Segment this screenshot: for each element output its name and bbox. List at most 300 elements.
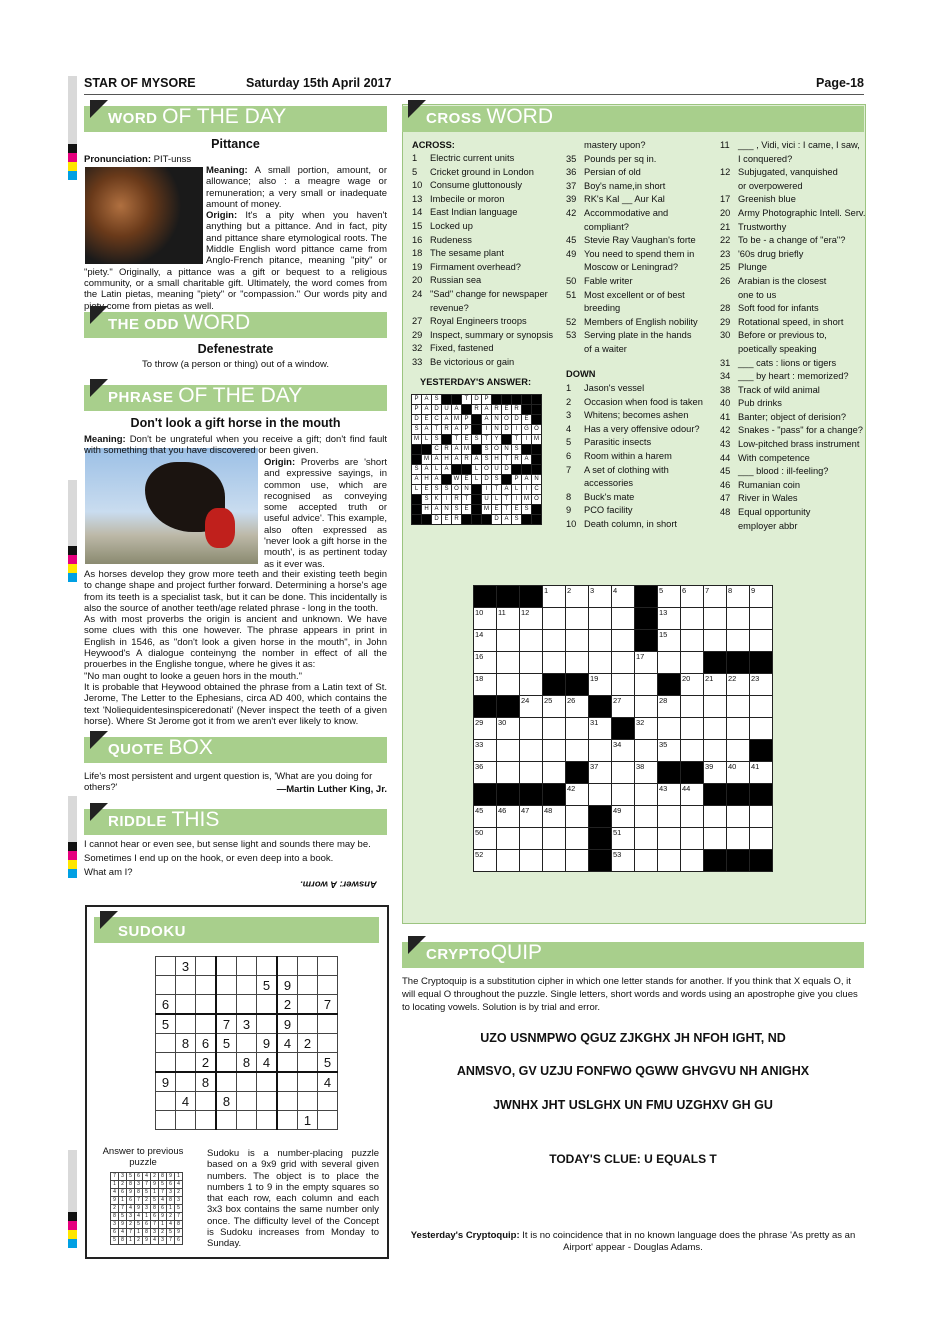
crossword-cell[interactable] — [681, 784, 704, 806]
crossword-cell[interactable] — [727, 762, 750, 784]
crossword-cell[interactable] — [566, 586, 589, 608]
sudoku-cell[interactable] — [257, 1072, 278, 1092]
sudoku-answer-cell: 2 — [143, 1197, 151, 1205]
crossword-cell[interactable] — [681, 828, 704, 850]
crossword-cell[interactable] — [612, 696, 635, 718]
sudoku-cell[interactable]: 4 — [257, 1053, 278, 1073]
yesterday-label: YESTERDAY'S ANSWER: — [420, 377, 532, 387]
sudoku-cell[interactable] — [318, 957, 338, 976]
crossword-cell[interactable] — [727, 696, 750, 718]
sudoku-cell[interactable] — [277, 1072, 298, 1092]
sudoku-cell[interactable] — [176, 1014, 196, 1034]
crossword-cell[interactable] — [727, 806, 750, 828]
crossword-cell[interactable] — [589, 784, 612, 806]
crossword-cell[interactable] — [474, 652, 497, 674]
crossword-cell[interactable] — [520, 806, 543, 828]
crossword-cell[interactable] — [704, 828, 727, 850]
clue-text: '60s drug briefly — [738, 248, 804, 259]
sudoku-answer-cell: 8 — [167, 1197, 175, 1205]
crossword-cell[interactable] — [658, 718, 681, 740]
cell-number: 1 — [544, 586, 549, 595]
crossword-cell[interactable] — [704, 674, 727, 696]
crossword-block — [520, 586, 543, 608]
across-clues-1 — [412, 152, 553, 370]
crossword-cell[interactable] — [727, 740, 750, 762]
cell-number: 48 — [544, 806, 553, 815]
clue-text: employer abbr — [738, 520, 798, 531]
clue-text: Buck's mate — [584, 491, 635, 502]
crossword-cell[interactable] — [612, 586, 635, 608]
sudoku-answer-cell: 7 — [175, 1213, 183, 1221]
crossword-cell[interactable] — [497, 850, 520, 872]
crossword-cell[interactable] — [612, 828, 635, 850]
crossword-cell[interactable] — [635, 762, 658, 784]
crossword-cell[interactable] — [520, 828, 543, 850]
clue-number: 8 — [566, 491, 572, 502]
crossword-cell[interactable] — [497, 806, 520, 828]
crossword-cell[interactable] — [612, 630, 635, 652]
crossword-cell[interactable] — [497, 652, 520, 674]
crossword-cell[interactable] — [566, 696, 589, 718]
sudoku-cell[interactable] — [176, 995, 196, 1015]
crossword-cell[interactable] — [566, 608, 589, 630]
cell-number: 30 — [498, 718, 507, 727]
cell-number: 10 — [475, 608, 484, 617]
sudoku-cell[interactable]: 5 — [216, 1034, 237, 1053]
crossword-cell[interactable] — [520, 696, 543, 718]
crossword-cell[interactable] — [474, 740, 497, 762]
crossword-cell[interactable] — [497, 718, 520, 740]
clue-number: 39 — [566, 194, 577, 205]
clue-number: 15 — [412, 220, 423, 231]
sudoku-cell[interactable] — [216, 1111, 237, 1130]
sudoku-cell[interactable]: 4 — [277, 1034, 298, 1053]
crossword-cell[interactable] — [589, 586, 612, 608]
crossword-cell[interactable] — [612, 784, 635, 806]
sudoku-cell[interactable] — [216, 1053, 237, 1073]
sudoku-cell[interactable] — [237, 1111, 257, 1130]
sudoku-cell[interactable]: 8 — [176, 1034, 196, 1053]
cryptoquip-line-2: ANMSVO, GV UZJU FONFWO QGWW GHVGVU NH ANIGHX — [456, 1064, 810, 1078]
sudoku-cell[interactable] — [298, 1014, 318, 1034]
clue-number: 42 — [566, 207, 577, 218]
clue-text: Low-pitched brass instrument — [738, 439, 860, 450]
sudoku-cell[interactable] — [257, 995, 278, 1015]
crossword-cell[interactable] — [566, 850, 589, 872]
crossword-cell[interactable] — [497, 674, 520, 696]
crossword-cell[interactable] — [474, 674, 497, 696]
crossword-cell[interactable] — [497, 828, 520, 850]
sudoku-cell[interactable] — [156, 1034, 176, 1053]
crossword-cell[interactable] — [543, 608, 566, 630]
crossword-cell[interactable] — [727, 674, 750, 696]
crossword-cell[interactable] — [474, 828, 497, 850]
clue-number: 41 — [720, 411, 731, 422]
crossword-cell[interactable] — [704, 806, 727, 828]
sudoku-cell[interactable] — [298, 995, 318, 1015]
crossword-cell[interactable] — [635, 718, 658, 740]
clue-text: East Indian language — [430, 207, 518, 218]
crossword-cell[interactable] — [658, 850, 681, 872]
sudoku-cell[interactable] — [216, 957, 237, 976]
sudoku-cell[interactable] — [237, 976, 257, 995]
crossword-cell[interactable] — [658, 740, 681, 762]
crossword-cell[interactable] — [589, 652, 612, 674]
sudoku-cell[interactable] — [196, 1111, 217, 1130]
sudoku-cell[interactable] — [318, 1092, 338, 1111]
crossword-cell[interactable] — [750, 696, 773, 718]
sudoku-cell[interactable] — [237, 1092, 257, 1111]
crossword-cell[interactable] — [635, 828, 658, 850]
crossword-cell[interactable] — [497, 630, 520, 652]
word-of-day-banner: WORD OF THE DAY — [84, 106, 387, 132]
yesterday-cell: E — [462, 435, 472, 445]
sudoku-cell[interactable] — [156, 1053, 176, 1073]
clue-text: Parasitic insects — [584, 437, 652, 448]
sudoku-cell[interactable]: 6 — [156, 995, 176, 1015]
sudoku-cell[interactable] — [216, 976, 237, 995]
clue-item — [720, 275, 865, 289]
odd-word: Defenestrate — [197, 342, 274, 356]
crossword-cell[interactable] — [727, 718, 750, 740]
crossword-cell[interactable] — [566, 740, 589, 762]
clue-item — [566, 396, 703, 410]
sudoku-cell[interactable] — [156, 1111, 176, 1130]
clue-text: Inspect, summary or synopsis — [430, 329, 553, 340]
crossword-cell[interactable] — [474, 806, 497, 828]
sudoku-cell[interactable] — [277, 957, 298, 976]
crossword-cell[interactable] — [520, 762, 543, 784]
crossword-cell[interactable] — [681, 718, 704, 740]
crossword-cell[interactable] — [497, 762, 520, 784]
sudoku-cell[interactable] — [298, 976, 318, 995]
sudoku-cell[interactable] — [298, 1053, 318, 1073]
crossword-cell[interactable] — [566, 630, 589, 652]
sudoku-cell[interactable] — [257, 957, 278, 976]
crossword-cell[interactable] — [543, 586, 566, 608]
clue-number: 9 — [566, 505, 572, 516]
sudoku-banner: SUDOKU — [94, 917, 379, 943]
crossword-cell[interactable] — [589, 608, 612, 630]
crossword-cell[interactable] — [543, 652, 566, 674]
sudoku-cell[interactable] — [196, 1014, 217, 1034]
sudoku-cell[interactable]: 3 — [176, 957, 196, 976]
clue-text: Rumanian coin — [738, 479, 801, 490]
crossword-cell[interactable] — [612, 652, 635, 674]
crossword-cell[interactable] — [566, 652, 589, 674]
crossword-cell[interactable] — [750, 608, 773, 630]
sudoku-cell[interactable] — [298, 1092, 318, 1111]
crossword-cell[interactable] — [750, 762, 773, 784]
clue-number: 46 — [720, 479, 731, 490]
crossword-cell[interactable] — [543, 828, 566, 850]
crossword-cell[interactable] — [704, 762, 727, 784]
sudoku-cell[interactable]: 3 — [237, 1014, 257, 1034]
crossword-cell[interactable] — [681, 630, 704, 652]
sudoku-answer-cell: 5 — [111, 1237, 119, 1245]
crossword-cell[interactable] — [704, 718, 727, 740]
crossword-cell[interactable] — [543, 696, 566, 718]
clue-text: "Sad" change for newspaper — [430, 288, 548, 299]
clue-number: 20 — [720, 207, 731, 218]
sudoku-cell[interactable] — [237, 957, 257, 976]
sudoku-cell[interactable] — [257, 1092, 278, 1111]
crossword-cell[interactable] — [589, 630, 612, 652]
crossword-cell[interactable] — [474, 608, 497, 630]
sudoku-answer-cell: 3 — [119, 1173, 127, 1181]
sudoku-cell[interactable] — [298, 1072, 318, 1092]
crossword-cell[interactable] — [566, 806, 589, 828]
clue-text: Track of wild animal — [738, 384, 820, 395]
crossword-cell[interactable] — [520, 674, 543, 696]
crossword-cell[interactable] — [566, 828, 589, 850]
sudoku-cell[interactable] — [156, 976, 176, 995]
crossword-cell[interactable] — [658, 828, 681, 850]
clue-text: River in Wales — [738, 493, 798, 504]
crossword-cell[interactable] — [520, 850, 543, 872]
clue-text: To be - a change of "era"? — [738, 235, 846, 246]
yesterday-cell: S — [522, 505, 532, 515]
sudoku-cell[interactable]: 8 — [216, 1092, 237, 1111]
crossword-cell[interactable] — [589, 674, 612, 696]
sudoku-cell[interactable] — [277, 1092, 298, 1111]
crossword-cell[interactable] — [658, 652, 681, 674]
sudoku-cell[interactable]: 5 — [156, 1014, 176, 1034]
yesterday-cell: U — [482, 495, 492, 505]
crossword-cell[interactable] — [612, 850, 635, 872]
crossword-cell[interactable] — [658, 806, 681, 828]
yesterday-cell: C — [432, 415, 442, 425]
crossword-cell[interactable] — [727, 608, 750, 630]
crossword-cell[interactable] — [658, 784, 681, 806]
sudoku-answer-cell: 6 — [135, 1173, 143, 1181]
sudoku-cell[interactable] — [176, 976, 196, 995]
sudoku-cell[interactable] — [237, 1072, 257, 1092]
crossword-cell[interactable] — [704, 608, 727, 630]
crossword-cell[interactable] — [543, 630, 566, 652]
sudoku-cell[interactable]: 9 — [277, 1014, 298, 1034]
sudoku-cell[interactable] — [176, 1072, 196, 1092]
crossword-cell[interactable] — [520, 652, 543, 674]
crossword-cell[interactable] — [474, 762, 497, 784]
crossword-cell[interactable] — [635, 674, 658, 696]
sudoku-answer-cell: 5 — [175, 1205, 183, 1213]
sudoku-cell[interactable]: 5 — [318, 1053, 338, 1073]
crossword-cell[interactable] — [543, 806, 566, 828]
crossword-cell[interactable] — [612, 674, 635, 696]
clue-item — [720, 207, 865, 221]
crossword-cell[interactable] — [681, 850, 704, 872]
sudoku-cell[interactable] — [277, 1111, 298, 1130]
crossword-cell[interactable] — [520, 630, 543, 652]
crossword-cell[interactable] — [727, 828, 750, 850]
crossword-block — [474, 696, 497, 718]
crossword-cell[interactable] — [681, 652, 704, 674]
crossword-cell[interactable] — [566, 718, 589, 740]
sudoku-cell[interactable]: 5 — [257, 976, 278, 995]
yesterday-cell: M — [452, 415, 462, 425]
crossword-cell[interactable] — [612, 740, 635, 762]
sudoku-cell[interactable]: 2 — [298, 1034, 318, 1053]
crossword-cell[interactable] — [497, 740, 520, 762]
crossword-cell[interactable] — [497, 608, 520, 630]
yesterday-cell: M — [522, 495, 532, 505]
crossword-cell[interactable] — [704, 586, 727, 608]
clue-text: Rudeness — [430, 234, 472, 245]
sudoku-cell[interactable] — [237, 995, 257, 1015]
yesterday-cell: E — [512, 505, 522, 515]
sudoku-cell[interactable] — [318, 1111, 338, 1130]
crossword-cell[interactable] — [635, 740, 658, 762]
crossword-cell[interactable] — [635, 652, 658, 674]
crossword-cell[interactable] — [658, 630, 681, 652]
crossword-cell[interactable] — [566, 784, 589, 806]
sudoku-cell[interactable]: 6 — [196, 1034, 217, 1053]
clue-number: 28 — [720, 303, 731, 314]
crossword-grid[interactable] — [473, 585, 773, 872]
sudoku-cell[interactable]: 8 — [237, 1053, 257, 1073]
sudoku-cell[interactable]: 1 — [298, 1111, 318, 1130]
sudoku-answer-cell: 8 — [111, 1213, 119, 1221]
sudoku-cell[interactable]: 2 — [277, 995, 298, 1015]
sudoku-cell[interactable] — [196, 1092, 217, 1111]
sudoku-cell[interactable] — [196, 995, 217, 1015]
sudoku-cell[interactable] — [156, 957, 176, 976]
crossword-cell[interactable] — [520, 608, 543, 630]
clue-item — [720, 465, 865, 479]
clue-item — [720, 180, 865, 194]
sudoku-cell[interactable]: 2 — [196, 1053, 217, 1073]
yesterday-cell: G — [522, 425, 532, 435]
sudoku-cell[interactable] — [298, 957, 318, 976]
crossword-cell[interactable] — [704, 630, 727, 652]
yesterday-cell: A — [502, 485, 512, 495]
sudoku-cell[interactable] — [277, 1053, 298, 1073]
sudoku-cell[interactable] — [237, 1034, 257, 1053]
crossword-cell[interactable] — [543, 762, 566, 784]
crossword-cell[interactable] — [543, 718, 566, 740]
crossword-cell[interactable] — [750, 806, 773, 828]
sudoku-cell[interactable]: 9 — [277, 976, 298, 995]
yesterday-cell: E — [462, 505, 472, 515]
crossword-cell[interactable] — [612, 762, 635, 784]
clue-text: Whitens; becomes ashen — [584, 410, 689, 421]
crossword-cell[interactable] — [635, 806, 658, 828]
sudoku-cell[interactable]: 7 — [216, 1014, 237, 1034]
sudoku-cell[interactable] — [216, 1072, 237, 1092]
crossword-cell[interactable] — [589, 762, 612, 784]
clue-item — [566, 166, 698, 180]
clue-text: ___ cats : lions or tigers — [738, 357, 837, 368]
clue-text: I conquered? — [738, 153, 793, 164]
yesterday-cell: L — [492, 495, 502, 505]
crossword-cell[interactable] — [612, 608, 635, 630]
cell-number: 40 — [728, 762, 737, 771]
sudoku-answer-cell: 9 — [127, 1189, 135, 1197]
crossword-cell[interactable] — [727, 586, 750, 608]
crossword-cell[interactable] — [589, 740, 612, 762]
crossword-cell[interactable] — [750, 674, 773, 696]
crossword-cell[interactable] — [704, 696, 727, 718]
crossword-cell[interactable] — [681, 806, 704, 828]
crossword-cell[interactable] — [658, 696, 681, 718]
clue-number: 29 — [412, 329, 423, 340]
sudoku-cell[interactable] — [318, 976, 338, 995]
yesterday-cell — [412, 445, 422, 455]
crossword-cell[interactable] — [704, 740, 727, 762]
sudoku-cell[interactable]: 4 — [176, 1092, 196, 1111]
yesterday-cell: S — [512, 445, 522, 455]
clue-number: 23 — [720, 248, 731, 259]
sudoku-cell[interactable] — [318, 1014, 338, 1034]
crossword-cell[interactable] — [612, 806, 635, 828]
crossword-cell[interactable] — [474, 630, 497, 652]
crossword-cell[interactable] — [589, 718, 612, 740]
sudoku-cell[interactable] — [156, 1092, 176, 1111]
clue-text: You need to spend them in — [584, 248, 695, 259]
crossword-cell[interactable] — [520, 740, 543, 762]
sudoku-cell[interactable] — [257, 1014, 278, 1034]
crossword-cell[interactable] — [635, 850, 658, 872]
crossword-block — [635, 608, 658, 630]
sudoku-cell[interactable] — [176, 1111, 196, 1130]
sudoku-answer-cell: 2 — [167, 1213, 175, 1221]
crossword-cell[interactable] — [681, 608, 704, 630]
crossword-cell[interactable] — [681, 586, 704, 608]
yesterday-cell: R — [512, 455, 522, 465]
sudoku-cell[interactable]: 8 — [196, 1072, 217, 1092]
crossword-cell[interactable] — [681, 674, 704, 696]
sudoku-cell[interactable]: 7 — [318, 995, 338, 1015]
sudoku-cell[interactable] — [257, 1111, 278, 1130]
sudoku-cell[interactable] — [196, 976, 217, 995]
cell-number: 9 — [751, 586, 756, 595]
sudoku-grid[interactable] — [155, 956, 338, 1130]
crossword-cell[interactable] — [635, 696, 658, 718]
sudoku-cell[interactable]: 9 — [156, 1072, 176, 1092]
crossword-cell[interactable] — [750, 828, 773, 850]
sudoku-cell[interactable]: 9 — [257, 1034, 278, 1053]
crossword-cell[interactable] — [750, 718, 773, 740]
crossword-cell[interactable] — [474, 850, 497, 872]
crossword-cell[interactable] — [658, 608, 681, 630]
cell-number: 32 — [636, 718, 645, 727]
crossword-cell[interactable] — [520, 718, 543, 740]
crossword-cell[interactable] — [658, 586, 681, 608]
clue-item — [566, 491, 703, 505]
sudoku-cell[interactable]: 4 — [318, 1072, 338, 1092]
sudoku-cell[interactable] — [196, 957, 217, 976]
crossword-cell[interactable] — [750, 586, 773, 608]
crossword-cell[interactable] — [681, 696, 704, 718]
sudoku-cell[interactable] — [318, 1034, 338, 1053]
crossword-cell[interactable] — [635, 784, 658, 806]
crossword-cell[interactable] — [543, 740, 566, 762]
cryptoquip-clue: TODAY'S CLUE: U EQUALS T — [549, 1152, 717, 1166]
crossword-cell[interactable] — [474, 718, 497, 740]
sudoku-cell[interactable] — [176, 1053, 196, 1073]
yesterday-cell: A — [432, 455, 442, 465]
yesterday-cell — [462, 465, 472, 475]
clue-number: 27 — [412, 316, 423, 327]
crossword-cell[interactable] — [681, 740, 704, 762]
crossword-cell[interactable] — [750, 630, 773, 652]
clue-item — [412, 247, 553, 261]
crossword-cell[interactable] — [727, 630, 750, 652]
sudoku-cell[interactable] — [216, 995, 237, 1015]
crossword-cell[interactable] — [543, 850, 566, 872]
yesterday-cell: O — [502, 415, 512, 425]
